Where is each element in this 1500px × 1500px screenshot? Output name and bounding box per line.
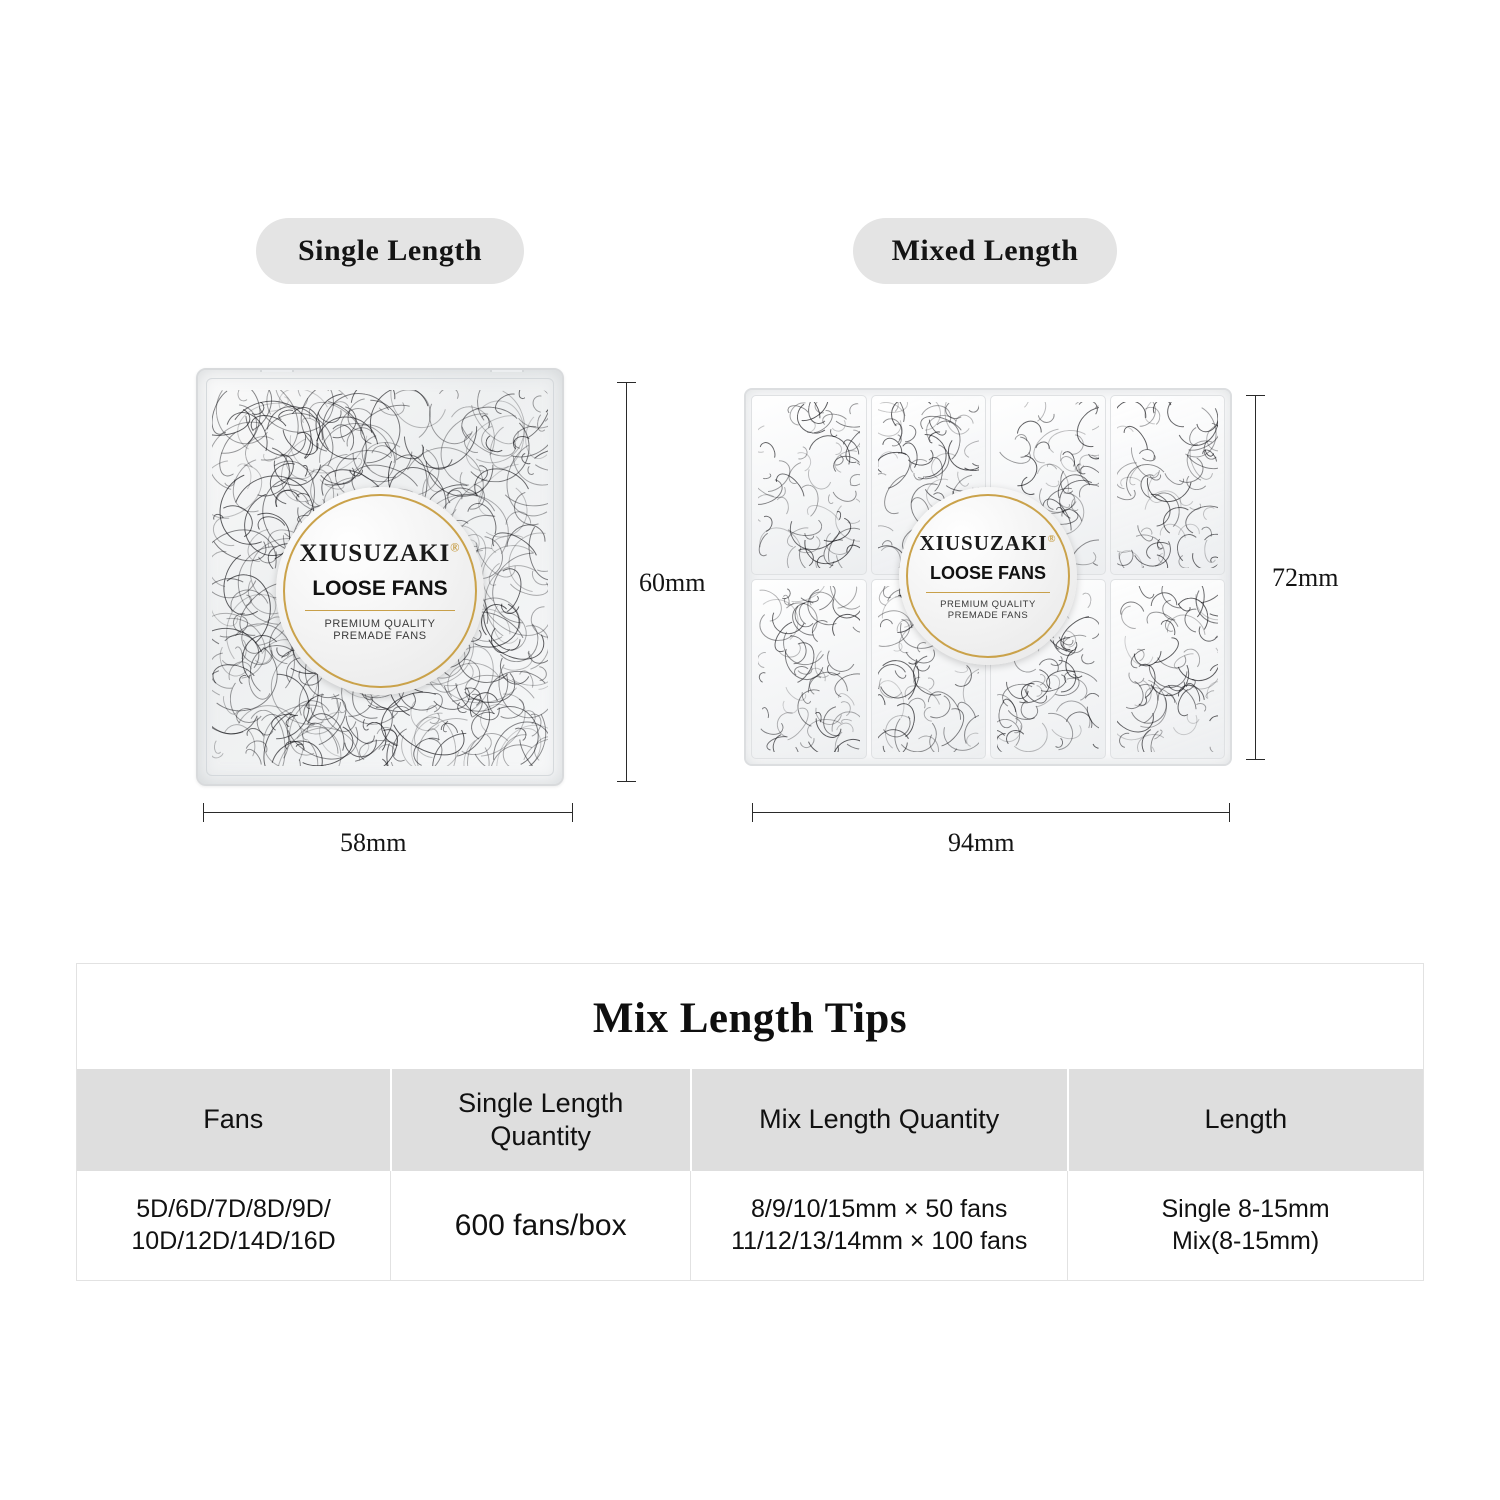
dimension-label-mixed-width: 94mm [948,828,1015,857]
case-clip-left-icon [260,368,294,372]
cell-line-2: 11/12/13/14mm × 100 fans [731,1227,1028,1256]
dimension-label-single-width: 58mm [340,828,407,857]
label-mixed-length: Mixed Length [853,218,1117,284]
table-title: Mix Length Tips [592,995,908,1042]
cell-line-2: 10D/12D/14D/16D [131,1227,336,1256]
sticker-tagline-1: PREMIUM QUALITY [940,599,1036,610]
column-header-fans: Fans [77,1069,391,1171]
case-clip-right-icon [490,368,524,372]
table-header-row [77,1069,1423,1171]
brand-sticker-mixed [899,487,1077,665]
product-name: LOOSE FANS [929,563,1046,583]
cell-single-quantity: 600 fans/box [391,1171,691,1280]
cell-fans [77,1171,391,1280]
mix-length-tips-panel [76,963,1424,1281]
dimension-cap [1229,803,1230,822]
sticker-tagline-2: PREMADE FANS [333,630,427,642]
brand-sticker-single [276,487,484,695]
dimension-cap [617,382,636,383]
label-single-length: Single Length [256,218,524,284]
sticker-tagline-1: PREMIUM QUALITY [324,618,436,630]
divider [305,610,455,611]
column-header-mix-quantity: Mix Length Quantity [691,1069,1068,1171]
brand-name: XIUSUZAKI® [919,531,1057,555]
lash-compartment [1110,579,1226,759]
cell-length [1068,1171,1423,1280]
cell-line-2: Mix(8-15mm) [1171,1227,1320,1256]
dimension-cap [572,803,573,822]
lash-fans-cluster [1117,586,1219,752]
dimension-cap [752,803,753,822]
product-name: LOOSE FANS [312,577,448,600]
dimension-line-single-height [626,382,627,782]
dimension-label-single-height: 60mm [639,568,706,597]
dimension-line-mixed-width [752,812,1230,813]
cell-mix-quantity [691,1171,1068,1280]
lash-fans-cluster [758,402,860,568]
header-line-2: Quantity [490,1120,591,1151]
dimension-cap [203,803,204,822]
lash-fans-cluster [758,586,860,752]
lash-compartment [751,579,867,759]
dimension-line-mixed-height [1255,395,1256,760]
lash-compartment [751,395,867,575]
brand-name: XIUSUZAKI® [299,540,461,567]
sticker-tagline-2: PREMADE FANS [947,610,1029,621]
lash-fans-cluster [1117,402,1219,568]
mix-length-tips-table [77,1069,1423,1280]
dimension-cap [1246,395,1265,396]
dimension-cap [617,781,636,782]
lash-compartment [1110,395,1226,575]
header-line-1: Single Length [458,1088,624,1118]
dimension-cap [1246,759,1265,760]
column-header-single-quantity [391,1069,691,1171]
cell-line-1: Single 8-15mm [1161,1194,1330,1223]
column-header-length: Length [1068,1069,1423,1171]
cell-line-1: 5D/6D/7D/8D/9D/ [136,1194,331,1223]
cell-line-1: 8/9/10/15mm × 50 fans [750,1194,1008,1223]
divider [926,592,1050,593]
table-row [77,1171,1423,1280]
dimension-line-single-width [203,812,573,813]
dimension-label-mixed-height: 72mm [1272,563,1339,592]
